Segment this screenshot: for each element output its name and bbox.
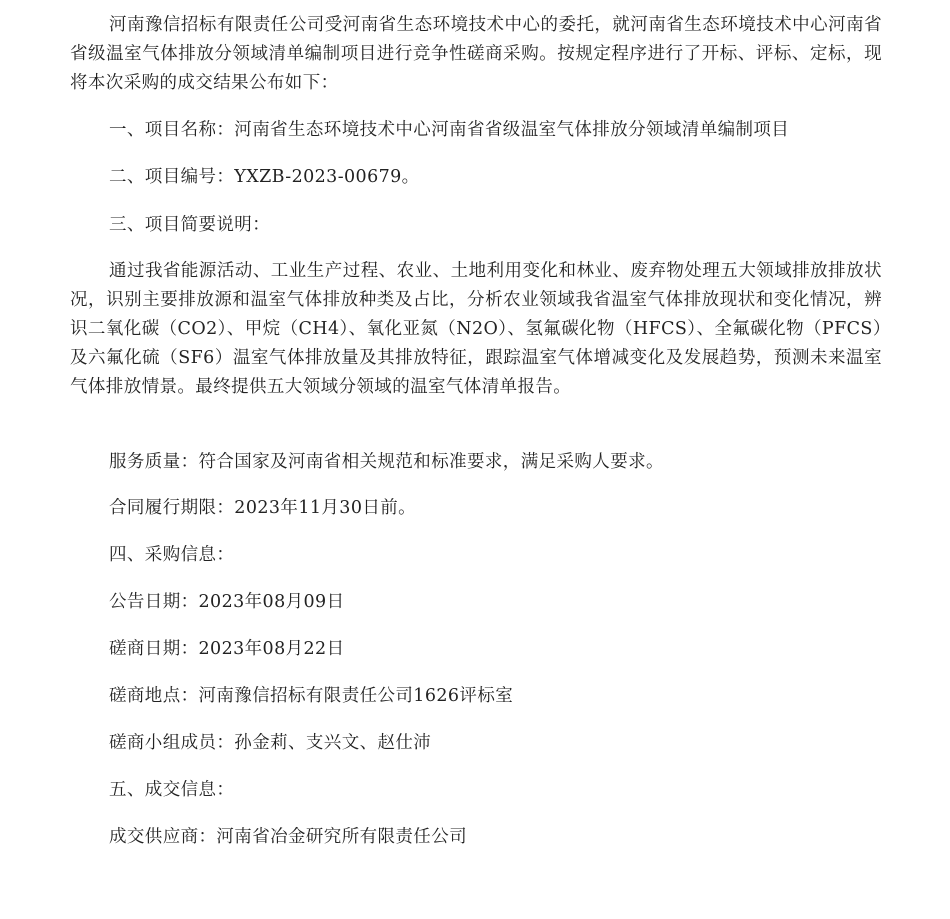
procurement-info-heading: 四、采购信息： bbox=[109, 545, 235, 565]
negotiation-date: 磋商日期：2023年08月22日 bbox=[109, 639, 345, 659]
negotiation-location: 磋商地点：河南豫信招标有限责任公司1626评标室 bbox=[109, 686, 514, 706]
negotiation-team: 磋商小组成员：孙金莉、支兴文、赵仕沛 bbox=[109, 733, 432, 753]
project-name: 一、项目名称：河南省生态环境技术中心河南省省级温室气体排放分领域清单编制项目 bbox=[109, 120, 790, 140]
contract-period: 合同履行期限：2023年11月30日前。 bbox=[109, 498, 417, 518]
announcement-date: 公告日期：2023年08月09日 bbox=[109, 592, 345, 612]
project-description-body: 通过我省能源活动、工业生产过程、农业、土地利用变化和林业、废弃物处理五大领域排放排放状况，识别主要排放源和温室气体排放种类及占比，分析农业领域我省温室气体排放现状和变化情况，辨识二氧化碳（CO2）、甲烷（CH4）、氧化亚氮（N2O）、氢氟碳化物（HFCS）、全氟碳化物（PFCS）及六氟化硫（SF6）温室气体排放量及其排放特征，跟踪温室气体增减变化及发展趋势，预测未来温室气体排放情景。最终提供五大领域分领域的温室气体清单报告。 bbox=[70, 261, 882, 397]
service-quality: 服务质量：符合国家及河南省相关规范和标准要求，满足采购人要求。 bbox=[109, 452, 664, 472]
project-description-heading: 三、项目简要说明： bbox=[109, 215, 271, 235]
winning-supplier: 成交供应商：河南省冶金研究所有限责任公司 bbox=[109, 827, 467, 847]
intro-paragraph: 河南豫信招标有限责任公司受河南省生态环境技术中心的委托，就河南省生态环境技术中心河南省省级温室气体排放分领域清单编制项目进行竞争性磋商采购。按规定程序进行了开标、评标、定标，现将本次采购的成交结果公布如下： bbox=[70, 15, 882, 93]
project-number: 二、项目编号：YXZB-2023-00679。 bbox=[109, 167, 420, 187]
deal-info-heading: 五、成交信息： bbox=[109, 780, 235, 800]
